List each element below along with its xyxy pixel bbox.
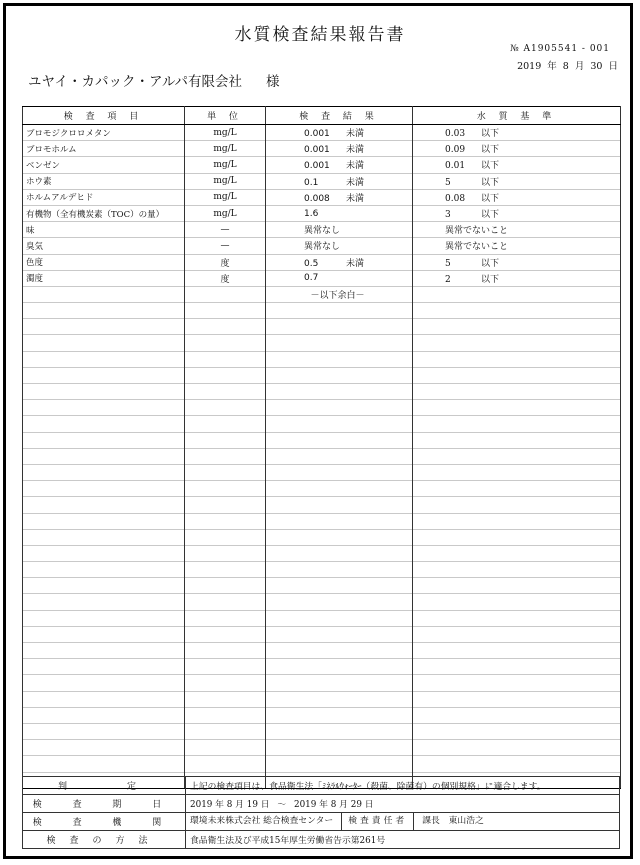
table-row-blank [23, 384, 621, 400]
header-result: 検 査 結 果 [266, 107, 413, 125]
table-row-blank [23, 367, 621, 383]
cell-result [266, 691, 413, 707]
cell-item [23, 545, 185, 561]
cell-unit [185, 626, 266, 642]
cell-unit [185, 691, 266, 707]
cell-result [266, 189, 413, 205]
cell-standard [413, 416, 621, 432]
cell-unit: 度 [185, 254, 266, 270]
table-row-blank [23, 513, 621, 529]
agency-name: 環境未来株式会社 総合検査センター [190, 816, 334, 826]
table-row-blank [23, 400, 621, 416]
cell-item: 有機物（全有機炭素（TOC）の量） [23, 205, 185, 221]
footer-table [22, 776, 620, 849]
cell-result [266, 319, 413, 335]
result-value: 0.001 [304, 145, 330, 156]
cell-item [23, 659, 185, 675]
cell-standard [413, 513, 621, 529]
standard-note: 以下 [481, 161, 500, 172]
table-row-blank [23, 319, 621, 335]
cell-result [266, 464, 413, 480]
period-value [186, 795, 620, 813]
cell-standard [413, 205, 621, 221]
table-row [23, 238, 621, 254]
cell-item: ベンゼン [23, 157, 185, 173]
cell-unit [185, 286, 266, 302]
cell-unit: mg/L [185, 141, 266, 157]
cell-item [23, 675, 185, 691]
cell-standard [413, 303, 621, 319]
cell-standard [413, 578, 621, 594]
standard-note: 以下 [481, 177, 500, 188]
cell-result [266, 351, 413, 367]
cell-unit [185, 367, 266, 383]
cell-unit [185, 384, 266, 400]
cell-standard [413, 610, 621, 626]
table-row-blank [23, 691, 621, 707]
cell-item [23, 723, 185, 739]
cell-unit [185, 497, 266, 513]
cell-result [266, 238, 413, 254]
cell-result [266, 205, 413, 221]
result-value: 0.1 [304, 177, 319, 188]
cell-standard [413, 707, 621, 723]
table-row-blank [23, 545, 621, 561]
result-note: 未満 [346, 177, 365, 188]
cell-result [266, 303, 413, 319]
cell-result [266, 545, 413, 561]
cell-standard [413, 384, 621, 400]
table-row-blank [23, 659, 621, 675]
cell-standard [413, 351, 621, 367]
cell-item [23, 319, 185, 335]
cell-unit: mg/L [185, 157, 266, 173]
table-row-blank [23, 626, 621, 642]
cell-unit [185, 707, 266, 723]
result-note: 未満 [346, 161, 365, 172]
cell-result [266, 384, 413, 400]
cell-item [23, 286, 185, 302]
cell-standard [413, 286, 621, 302]
cell-item: ブロモジクロロメタン [23, 125, 185, 141]
standard-value: 0.08 [445, 193, 466, 204]
cell-unit [185, 481, 266, 497]
cell-standard [413, 626, 621, 642]
client-name: ユヤイ・カパック・アルパ有限会社 [28, 74, 242, 90]
standard-note: 以下 [481, 274, 500, 285]
table-row-blank [23, 286, 621, 302]
table-row [23, 189, 621, 205]
header-item: 検 査 項 目 [23, 107, 185, 125]
table-row [23, 254, 621, 270]
cell-item [23, 610, 185, 626]
cell-result [266, 157, 413, 173]
cell-unit [185, 756, 266, 772]
cell-standard [413, 529, 621, 545]
cell-item [23, 497, 185, 513]
cell-unit [185, 675, 266, 691]
footer-row-period [23, 795, 620, 813]
cell-result [266, 740, 413, 756]
cell-unit: mg/L [185, 173, 266, 189]
cell-item: ホルムアルデヒド [23, 189, 185, 205]
standard-note: 以下 [481, 210, 500, 221]
cell-item [23, 432, 185, 448]
cell-item [23, 626, 185, 642]
cell-item [23, 303, 185, 319]
client-honorific: 様 [265, 74, 280, 90]
standard-note: 以下 [481, 193, 500, 204]
cell-unit [185, 610, 266, 626]
cell-item [23, 448, 185, 464]
result-value: 1.6 [304, 208, 319, 219]
cell-result [266, 481, 413, 497]
cell-item: 色度 [23, 254, 185, 270]
cell-standard [413, 756, 621, 772]
table-row [23, 173, 621, 189]
table-row-blank [23, 594, 621, 610]
cell-unit [185, 659, 266, 675]
cell-result [266, 286, 413, 302]
end-note: －以下余白－ [310, 290, 365, 301]
document-number: № A1905541 - 001 [510, 44, 610, 54]
cell-item [23, 756, 185, 772]
cell-standard [413, 675, 621, 691]
cell-item [23, 594, 185, 610]
cell-unit [185, 464, 266, 480]
standard-value: 異常でないこと [445, 242, 509, 253]
standard-value: 0.01 [445, 161, 466, 172]
person-name: 課長 東山浩之 [422, 816, 484, 826]
table-row [23, 125, 621, 141]
agency-label: 検 査 機 関 [23, 813, 186, 831]
period-to: 2019 年 8 月 29 日 [293, 800, 374, 810]
result-note: 未満 [346, 145, 365, 156]
cell-result [266, 659, 413, 675]
result-value: 0.5 [304, 258, 319, 269]
table-row-blank [23, 529, 621, 545]
cell-result [266, 254, 413, 270]
period-label: 検 査 期 日 [23, 795, 186, 813]
cell-standard [413, 254, 621, 270]
cell-unit: mg/L [185, 125, 266, 141]
table-row-blank [23, 675, 621, 691]
result-value: 異常なし [304, 226, 341, 237]
cell-unit [185, 545, 266, 561]
cell-standard [413, 659, 621, 675]
cell-result [266, 578, 413, 594]
table-row-blank [23, 707, 621, 723]
cell-result [266, 723, 413, 739]
cell-unit [185, 513, 266, 529]
cell-result [266, 707, 413, 723]
method-value: 食品衛生法及び平成15年厚生労働省告示第261号 [186, 831, 620, 849]
result-value: 0.7 [304, 273, 319, 284]
cell-item: 臭気 [23, 238, 185, 254]
cell-unit [185, 562, 266, 578]
table-row [23, 270, 621, 286]
table-row-blank [23, 497, 621, 513]
cell-standard [413, 497, 621, 513]
table-row [23, 141, 621, 157]
cell-item [23, 643, 185, 659]
table-header-row [23, 107, 621, 125]
cell-result [266, 173, 413, 189]
client-line [28, 70, 279, 90]
cell-standard [413, 270, 621, 286]
cell-item [23, 335, 185, 351]
cell-unit [185, 740, 266, 756]
footer-row-judgement [23, 777, 620, 795]
cell-standard [413, 594, 621, 610]
standard-value: 5 [445, 258, 451, 269]
cell-result [266, 335, 413, 351]
agency-value [186, 813, 620, 831]
cell-result [266, 594, 413, 610]
table-row [23, 222, 621, 238]
person-label: 検査責任者 [341, 813, 414, 830]
cell-result [266, 626, 413, 642]
cell-item [23, 529, 185, 545]
table-row-blank [23, 303, 621, 319]
cell-item [23, 691, 185, 707]
standard-value: 0.09 [445, 145, 466, 156]
result-note: 未満 [346, 129, 365, 140]
cell-item [23, 416, 185, 432]
cell-item: 濁度 [23, 270, 185, 286]
cell-unit: 度 [185, 270, 266, 286]
footer-row-method [23, 831, 620, 849]
cell-result [266, 513, 413, 529]
cell-result [266, 643, 413, 659]
cell-unit [185, 400, 266, 416]
cell-item: ブロモホルム [23, 141, 185, 157]
cell-standard [413, 222, 621, 238]
standard-value: 5 [445, 177, 451, 188]
cell-standard [413, 562, 621, 578]
cell-item [23, 513, 185, 529]
cell-unit: — [185, 222, 266, 238]
table-row-blank [23, 723, 621, 739]
table-row-blank [23, 643, 621, 659]
cell-item [23, 367, 185, 383]
cell-result [266, 125, 413, 141]
judgement-text: 上記の検査項目は、食品衛生法「ﾐﾈﾗﾙｳｫｰﾀｰ（殺菌、除菌有）の個別規格」に適合します。 [186, 777, 620, 795]
cell-item [23, 351, 185, 367]
table-row-blank [23, 351, 621, 367]
standard-value: 2 [445, 274, 451, 285]
table-row-blank [23, 740, 621, 756]
cell-standard [413, 189, 621, 205]
standard-value: 0.03 [445, 129, 466, 140]
cell-item [23, 562, 185, 578]
cell-standard [413, 173, 621, 189]
standard-value: 3 [445, 210, 451, 221]
cell-standard [413, 643, 621, 659]
cell-standard [413, 691, 621, 707]
cell-result [266, 141, 413, 157]
cell-standard [413, 448, 621, 464]
table-row-blank [23, 481, 621, 497]
table-row-blank [23, 610, 621, 626]
table-row-blank [23, 562, 621, 578]
cell-unit [185, 303, 266, 319]
results-table [22, 106, 621, 789]
cell-item [23, 400, 185, 416]
standard-note: 以下 [481, 129, 500, 140]
cell-unit [185, 351, 266, 367]
table-row [23, 205, 621, 221]
period-separator: ～ [277, 800, 287, 810]
cell-result [266, 756, 413, 772]
standard-note: 以下 [481, 258, 500, 269]
cell-unit [185, 594, 266, 610]
result-value: 0.008 [304, 193, 330, 204]
cell-standard [413, 125, 621, 141]
standard-note: 以下 [481, 145, 500, 156]
result-value: 0.001 [304, 161, 330, 172]
table-row-blank [23, 578, 621, 594]
result-value: 異常なし [304, 242, 341, 253]
cell-standard [413, 723, 621, 739]
cell-unit [185, 643, 266, 659]
result-value: 0.001 [304, 129, 330, 140]
cell-result [266, 448, 413, 464]
report-date: 2019 年 8 月 30 日 [517, 61, 618, 72]
cell-item [23, 464, 185, 480]
cell-standard [413, 238, 621, 254]
cell-result [266, 432, 413, 448]
cell-unit [185, 432, 266, 448]
cell-standard [413, 157, 621, 173]
cell-item [23, 578, 185, 594]
cell-unit [185, 319, 266, 335]
cell-item [23, 707, 185, 723]
cell-standard [413, 740, 621, 756]
cell-standard [413, 481, 621, 497]
table-row-blank [23, 335, 621, 351]
result-note: 未満 [346, 193, 365, 204]
report-title: 水質検査結果報告書 [234, 25, 406, 45]
table-row [23, 157, 621, 173]
cell-standard [413, 141, 621, 157]
cell-standard [413, 464, 621, 480]
cell-unit [185, 416, 266, 432]
cell-result [266, 416, 413, 432]
cell-unit: — [185, 238, 266, 254]
table-row-blank [23, 464, 621, 480]
period-from: 2019 年 8 月 19 日 [190, 800, 270, 810]
footer-row-agency [23, 813, 620, 831]
table-row-blank [23, 416, 621, 432]
cell-result [266, 610, 413, 626]
cell-standard [413, 335, 621, 351]
cell-unit [185, 448, 266, 464]
cell-item: ホウ素 [23, 173, 185, 189]
cell-result [266, 222, 413, 238]
cell-result [266, 675, 413, 691]
cell-standard [413, 432, 621, 448]
table-row-blank [23, 432, 621, 448]
cell-result [266, 400, 413, 416]
cell-result [266, 562, 413, 578]
judgement-label: 判 定 [23, 777, 186, 795]
cell-item [23, 481, 185, 497]
header-unit: 単 位 [185, 107, 266, 125]
cell-standard [413, 367, 621, 383]
cell-result [266, 497, 413, 513]
cell-result [266, 270, 413, 286]
cell-item [23, 740, 185, 756]
result-note: 未満 [346, 258, 365, 269]
cell-unit: mg/L [185, 205, 266, 221]
table-row-blank [23, 448, 621, 464]
cell-unit [185, 335, 266, 351]
cell-unit [185, 529, 266, 545]
cell-result [266, 529, 413, 545]
cell-item: 味 [23, 222, 185, 238]
standard-value: 異常でないこと [445, 226, 509, 237]
method-label: 検査の方法 [23, 831, 186, 849]
cell-unit [185, 578, 266, 594]
cell-unit [185, 723, 266, 739]
table-row-blank [23, 756, 621, 772]
cell-item [23, 384, 185, 400]
cell-standard [413, 319, 621, 335]
header-standard: 水 質 基 準 [413, 107, 621, 125]
cell-result [266, 367, 413, 383]
cell-standard [413, 400, 621, 416]
cell-unit: mg/L [185, 189, 266, 205]
cell-standard [413, 545, 621, 561]
